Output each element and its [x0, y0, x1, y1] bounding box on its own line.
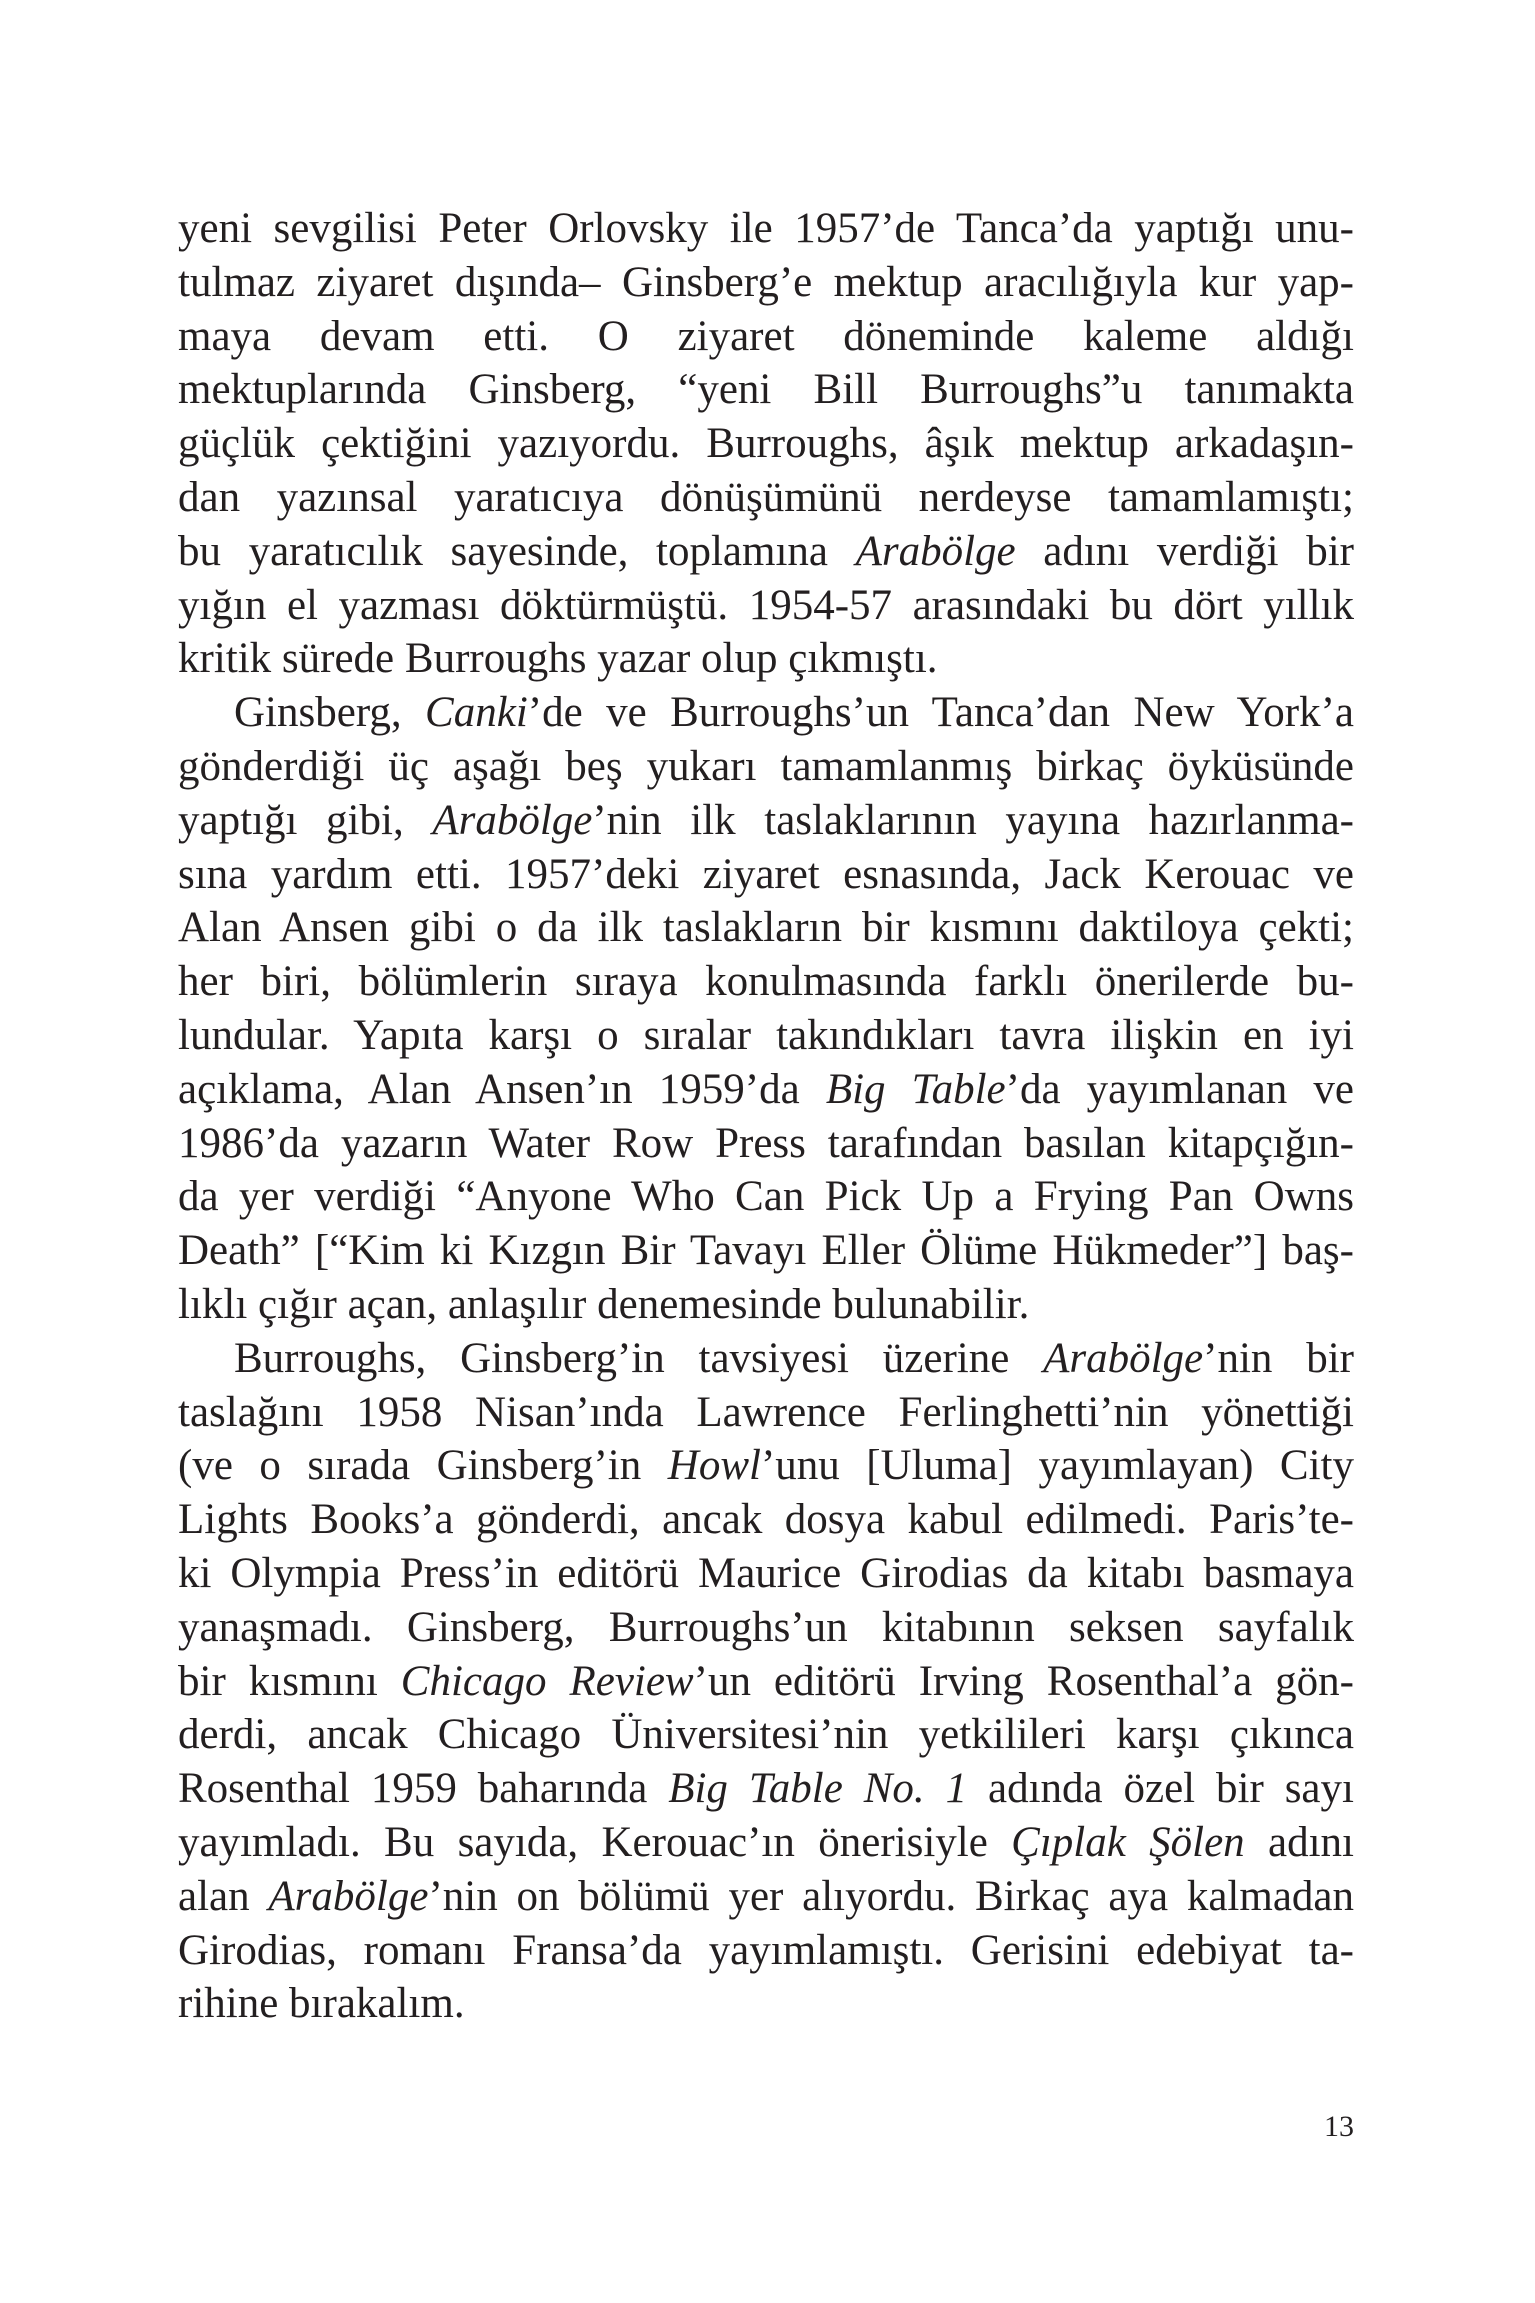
paragraph	[178, 686, 1354, 1332]
text-run: Girodias, romanı Fransa’da yayımlamıştı. Gerisini edebiyat ta-	[178, 1926, 1354, 1974]
text-run: Death” [“Kim ki Kızgın Bir Tavayı Eller Ölüme Hükmeder”] baş-	[178, 1227, 1354, 1275]
text-line	[178, 1386, 1354, 1440]
text-line	[178, 1170, 1354, 1224]
text-run: 1986’da yazarın Water Row Press tarafından basılan kitapçığın-	[178, 1119, 1354, 1167]
text-line	[178, 1547, 1354, 1601]
text-run: adını verdiği bir	[1015, 527, 1354, 575]
text-line	[178, 310, 1354, 364]
text-run: sına yardım etti. 1957’deki ziyaret esnasında, Jack Kerouac ve	[178, 850, 1354, 898]
text-run: maya devam etti. O ziyaret döneminde kaleme aldığı	[178, 312, 1354, 360]
text-run: kritik sürede Burroughs yazar olup çıkmıştı.	[178, 635, 938, 683]
text-run: güçlük çektiğini yazıyordu. Burroughs, âşık mektup arkadaşın-	[178, 420, 1354, 468]
text-line	[178, 1601, 1354, 1655]
text-run: bu yaratıcılık sayesinde, toplamına	[178, 527, 856, 575]
italic-title: Big Table No. 1	[668, 1765, 968, 1813]
text-line	[178, 202, 1354, 256]
text-line	[178, 794, 1354, 848]
text-line	[178, 1224, 1354, 1278]
text-line	[178, 1655, 1354, 1709]
text-run: adında özel bir sayı	[967, 1765, 1354, 1813]
text-line	[178, 901, 1354, 955]
text-run: Rosenthal 1959 baharında	[178, 1765, 669, 1813]
text-run: tulmaz ziyaret dışında– Ginsberg’e mektup aracılığıyla kur yap-	[178, 258, 1354, 306]
text-line	[178, 955, 1354, 1009]
text-run: her biri, bölümlerin sıraya konulmasında farklı önerilerde bu-	[178, 958, 1354, 1006]
text-run: taslağını 1958 Nisan’ında Lawrence Ferlinghetti’nin yönettiği	[178, 1388, 1354, 1436]
text-run: da yer verdiği “Anyone Who Can Pick Up a Frying Pan Owns	[178, 1173, 1354, 1221]
text-run: ’unu [Uluma] yayımlayan) City	[760, 1442, 1354, 1490]
text-line	[178, 1708, 1354, 1762]
italic-title: Çıplak Şölen	[1011, 1818, 1245, 1866]
text-run: ’un editörü Irving Rosenthal’a gön-	[693, 1657, 1354, 1705]
italic-title: Howl	[667, 1442, 761, 1490]
text-run: bir kısmını	[178, 1657, 401, 1705]
text-run: yeni sevgilisi Peter Orlovsky ile 1957’de Tanca’da yaptığı unu-	[178, 205, 1354, 252]
body-text	[178, 202, 1354, 2031]
text-run: mektuplarında Ginsberg, “yeni Bill Burroughs”u tanımakta	[178, 366, 1354, 414]
text-line	[178, 1977, 1354, 2031]
text-run: dan yazınsal yaratıcıya dönüşümünü nerdeyse tamamlamıştı;	[178, 473, 1354, 521]
page-number: 13	[1324, 2110, 1354, 2143]
italic-title: Chicago Review	[400, 1657, 694, 1705]
text-run: Burroughs, Ginsberg’in tavsiyesi üzerine	[234, 1334, 1044, 1382]
text-run: lıklı çığır açan, anlaşılır denemesinde bulunabilir.	[178, 1280, 1030, 1328]
text-run: lundular. Yapıta karşı o sıralar takındıkları tavra ilişkin en iyi	[178, 1011, 1354, 1059]
text-line	[178, 417, 1354, 471]
text-run: ki Olympia Press’in editörü Maurice Girodias da kitabı basmaya	[178, 1549, 1354, 1597]
text-line	[178, 686, 1354, 740]
text-line	[178, 1816, 1354, 1870]
text-run: Alan Ansen gibi o da ilk taslakların bir kısmını daktiloya çekti;	[178, 904, 1354, 952]
text-line	[178, 1063, 1354, 1117]
text-run: alan	[178, 1872, 269, 1920]
text-line	[178, 1278, 1354, 1332]
paragraph	[178, 202, 1354, 686]
text-run: ’nin bir	[1203, 1334, 1354, 1382]
paragraph	[178, 1332, 1354, 2031]
text-run: ’nin ilk taslaklarının yayına hazırlanma-	[592, 796, 1354, 844]
text-run: adını	[1244, 1818, 1354, 1866]
text-run: (ve o sırada Ginsberg’in	[178, 1442, 668, 1490]
text-line	[178, 740, 1354, 794]
text-line	[178, 1009, 1354, 1063]
text-run: derdi, ancak Chicago Üniversitesi’nin yetkilileri karşı çıkınca	[178, 1711, 1354, 1759]
text-line	[178, 256, 1354, 310]
text-run: yanaşmadı. Ginsberg, Burroughs’un kitabının seksen sayfalık	[178, 1603, 1354, 1651]
text-line	[178, 1762, 1354, 1816]
text-run: ’de ve Burroughs’un Tanca’dan New York’a	[527, 689, 1354, 737]
text-line	[178, 1493, 1354, 1547]
text-line	[178, 1117, 1354, 1171]
text-run: Lights Books’a gönderdi, ancak dosya kabul edilmedi. Paris’te-	[178, 1496, 1354, 1544]
text-run: rihine bırakalım.	[178, 1980, 465, 2028]
text-line	[178, 1870, 1354, 1924]
text-line	[178, 1439, 1354, 1493]
text-line	[178, 525, 1354, 579]
text-line	[178, 1332, 1354, 1386]
text-run: ’da yayımlanan ve	[1005, 1065, 1354, 1113]
text-run: Ginsberg,	[234, 689, 426, 737]
text-line	[178, 632, 1354, 686]
text-run: yayımladı. Bu sayıda, Kerouac’ın önerisiyle	[178, 1818, 1012, 1866]
text-line	[178, 471, 1354, 525]
italic-title: Arabölge	[1043, 1334, 1204, 1382]
text-line	[178, 1924, 1354, 1978]
text-line	[178, 579, 1354, 633]
text-run: açıklama, Alan Ansen’ın 1959’da	[178, 1065, 826, 1113]
text-run: yaptığı gibi,	[178, 796, 433, 844]
italic-title: Arabölge	[855, 527, 1016, 575]
italic-title: Big Table	[825, 1065, 1006, 1113]
italic-title: Canki	[425, 689, 528, 737]
text-run: ’nin on bölümü yer alıyordu. Birkaç aya kalmadan	[428, 1872, 1354, 1920]
text-run: gönderdiği üç aşağı beş yukarı tamamlanmış birkaç öyküsünde	[178, 742, 1354, 790]
text-run: yığın el yazması döktürmüştü. 1954-57 arasındaki bu dört yıllık	[178, 581, 1354, 629]
italic-title: Arabölge	[432, 796, 593, 844]
text-line	[178, 848, 1354, 902]
text-line	[178, 363, 1354, 417]
italic-title: Arabölge	[268, 1872, 429, 1920]
